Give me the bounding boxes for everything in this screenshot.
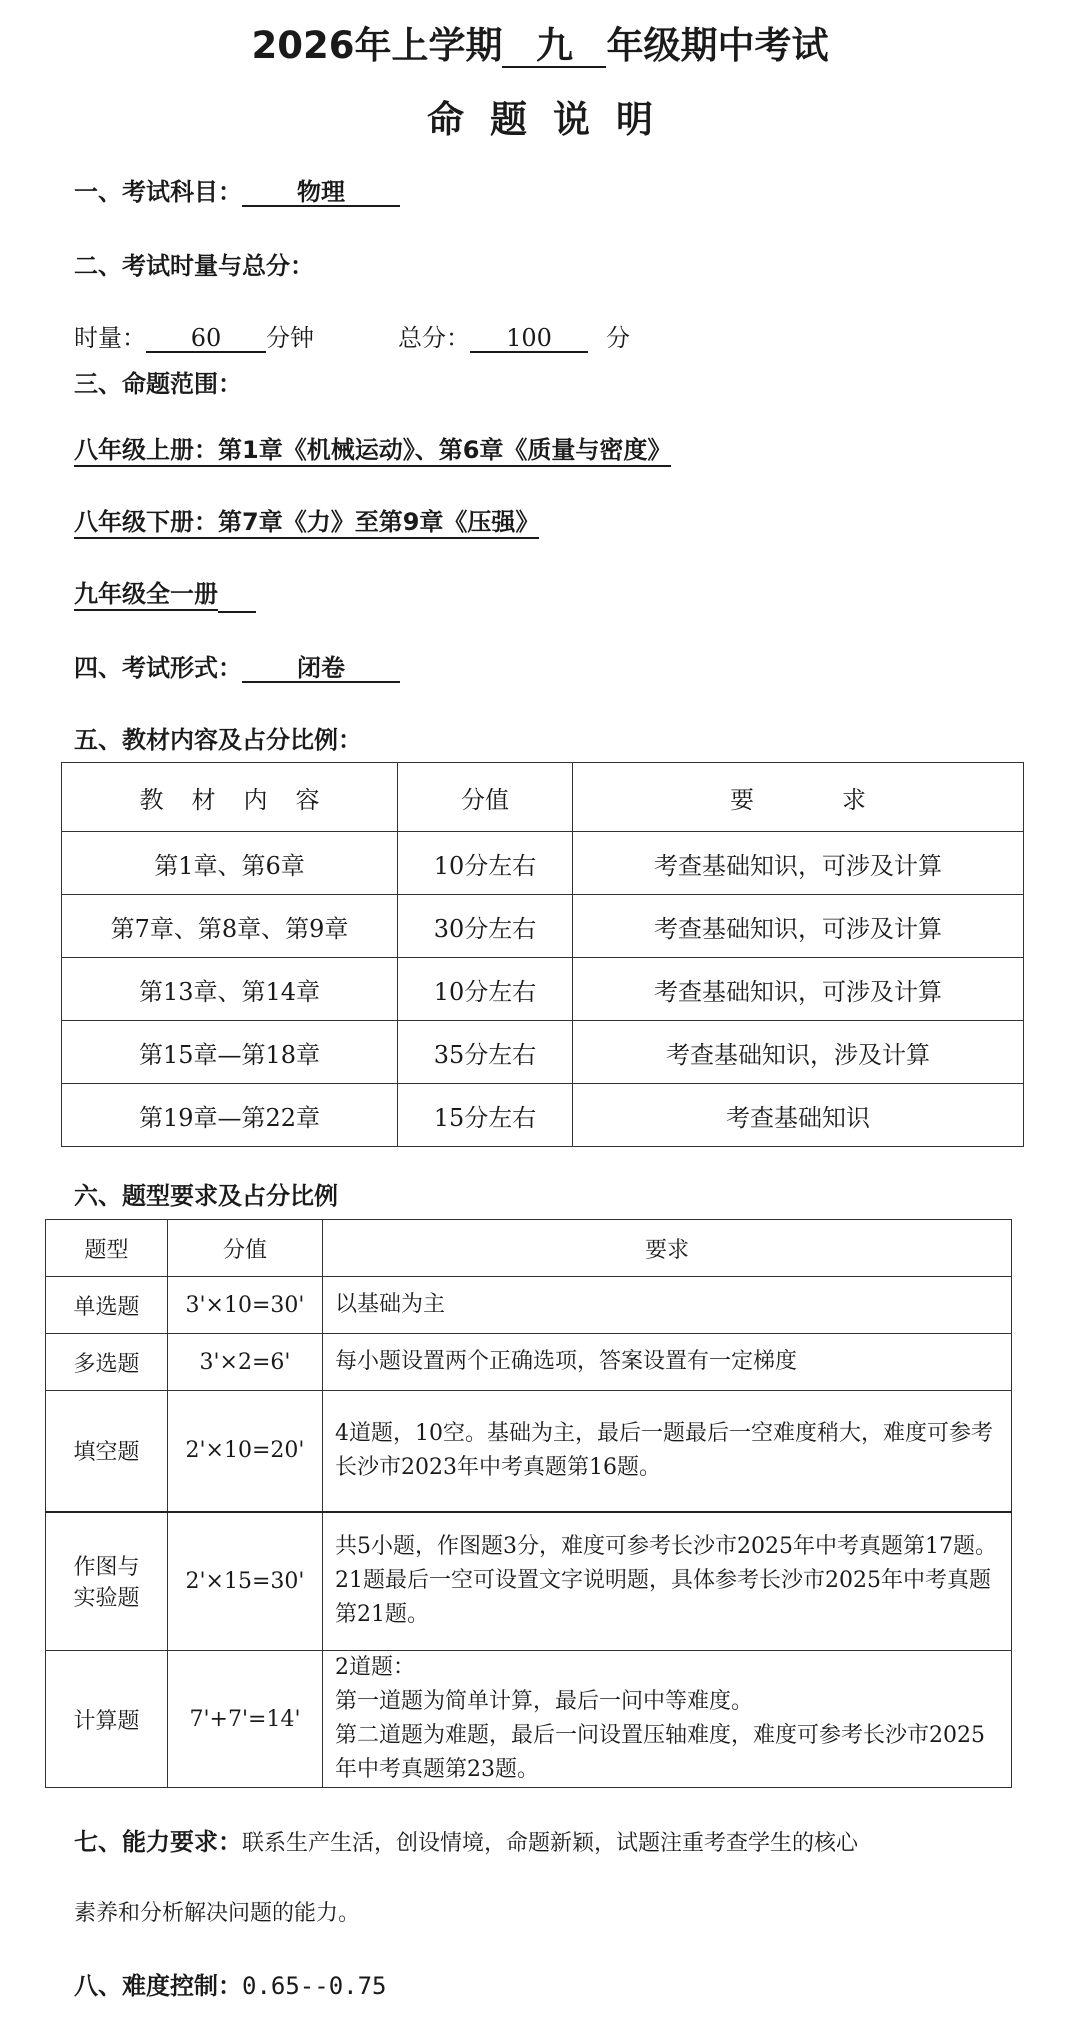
score-value: 100 [470, 326, 588, 353]
table-header-row [46, 1220, 1012, 1277]
table-cell: 2道题： 第一道题为简单计算，最后一问中等难度。 第二道题为难题，最后一问设置压轴难度，难度可参考长沙市2025年中考真题第23题。 [323, 1651, 1012, 1788]
table-header-cell: 教材内容 [62, 763, 398, 832]
table-row [46, 1334, 1012, 1391]
difficulty-value: 0.65--0.75 [242, 1972, 387, 2000]
content-ratio-table [61, 762, 1024, 1147]
section-question-type-label: 六、题型要求及占分比例 [74, 1182, 338, 1210]
score-unit: 分 [606, 324, 630, 352]
ability-text-1: 联系生产生活，创设情境，命题新颖，试题注重考查学生的核心 [242, 1831, 859, 1856]
table-row [46, 1651, 1012, 1788]
table-cell: 计算题 [46, 1651, 168, 1788]
section-time-score [74, 322, 630, 354]
table-row [62, 1021, 1024, 1084]
table-cell: 10分左右 [398, 832, 573, 895]
section-exam-form [74, 652, 400, 684]
time-value: 60 [146, 326, 266, 353]
section-subject-label: 一、考试科目： [74, 178, 242, 206]
table-cell: 考查基础知识 [573, 1084, 1024, 1147]
page-title [0, 22, 1080, 70]
table-cell: 30分左右 [398, 895, 573, 958]
table-cell: 考查基础知识，可涉及计算 [573, 958, 1024, 1021]
table-cell: 4道题，10空。基础为主，最后一题最后一空难度稍大，难度可参考长沙市2023年中考真题第16题。 [323, 1391, 1012, 1512]
table-cell: 第15章—第18章 [62, 1021, 398, 1084]
table-cell: 以基础为主 [323, 1277, 1012, 1334]
table-cell: 共5小题，作图题3分，难度可参考长沙市2025年中考真题第17题。 21题最后一空可设置文字说明题，具体参考长沙市2025年中考真题第21题。 [323, 1512, 1012, 1651]
table-cell: 15分左右 [398, 1084, 573, 1147]
section-scope-label: 三、命题范围： [74, 370, 242, 398]
section-content-ratio-label: 五、教材内容及占分比例： [74, 726, 362, 754]
table-cell: 7'+7'=14' [168, 1651, 323, 1788]
scope-line-1: 八年级上册：第1章《机械运动》、第6章《质量与密度》 [74, 434, 671, 466]
table-cell: 3'×10=30' [168, 1277, 323, 1334]
table-header-cell: 要求 [323, 1220, 1012, 1277]
table-row [46, 1391, 1012, 1512]
table-cell: 3'×2=6' [168, 1334, 323, 1391]
section-subject [74, 176, 400, 208]
table-cell: 单选题 [46, 1277, 168, 1334]
table-cell: 每小题设置两个正确选项，答案设置有一定梯度 [323, 1334, 1012, 1391]
table-header-cell: 分值 [168, 1220, 323, 1277]
question-type-table [45, 1219, 1012, 1788]
table-row [46, 1512, 1012, 1651]
table-row [62, 958, 1024, 1021]
table-header-cell: 题型 [46, 1220, 168, 1277]
table-cell: 2'×15=30' [168, 1512, 323, 1651]
table-cell: 考查基础知识，涉及计算 [573, 1021, 1024, 1084]
exam-form-value: 闭卷 [242, 656, 400, 683]
table-cell: 填空题 [46, 1391, 168, 1512]
table-header-row [62, 763, 1024, 832]
table-cell: 多选题 [46, 1334, 168, 1391]
table-cell: 作图与 实验题 [46, 1512, 168, 1651]
table-cell: 第13章、第14章 [62, 958, 398, 1021]
ability-text-2: 素养和分析解决问题的能力。 [74, 1901, 361, 1926]
table-cell: 35分左右 [398, 1021, 573, 1084]
time-label: 时量： [74, 324, 146, 352]
title-suffix: 年级期中考试 [606, 24, 829, 67]
grade-value: 九 [502, 27, 606, 68]
table-cell: 2'×10=20' [168, 1391, 323, 1512]
scope-line-3: 九年级全一册 [74, 578, 256, 613]
score-label: 总分： [398, 324, 470, 352]
table-header-cell: 分值 [398, 763, 573, 832]
section-time-score-label: 二、考试时量与总分： [74, 252, 314, 280]
scope-line-2: 八年级下册：第7章《力》至第9章《压强》 [74, 506, 539, 538]
title-prefix: 2026年上学期 [251, 24, 503, 67]
table-row [46, 1277, 1012, 1334]
section-exam-form-label: 四、考试形式： [74, 654, 242, 682]
table-cell: 考查基础知识，可涉及计算 [573, 895, 1024, 958]
table-row [62, 832, 1024, 895]
table-row [62, 895, 1024, 958]
section-ability-label: 七、能力要求： [74, 1828, 242, 1856]
time-unit: 分钟 [266, 324, 314, 352]
table-cell: 第7章、第8章、第9章 [62, 895, 398, 958]
section-difficulty [74, 1970, 387, 2002]
section-difficulty-label: 八、难度控制： [74, 1972, 242, 2000]
table-row [62, 1084, 1024, 1147]
page-subtitle: 命题说明 [427, 98, 679, 141]
section-ability [74, 1826, 858, 1860]
table-cell: 第19章—第22章 [62, 1084, 398, 1147]
table-cell: 考查基础知识，可涉及计算 [573, 832, 1024, 895]
table-cell: 第1章、第6章 [62, 832, 398, 895]
table-cell: 10分左右 [398, 958, 573, 1021]
table-header-cell: 要求 [573, 763, 1024, 832]
subject-value: 物理 [242, 180, 400, 207]
